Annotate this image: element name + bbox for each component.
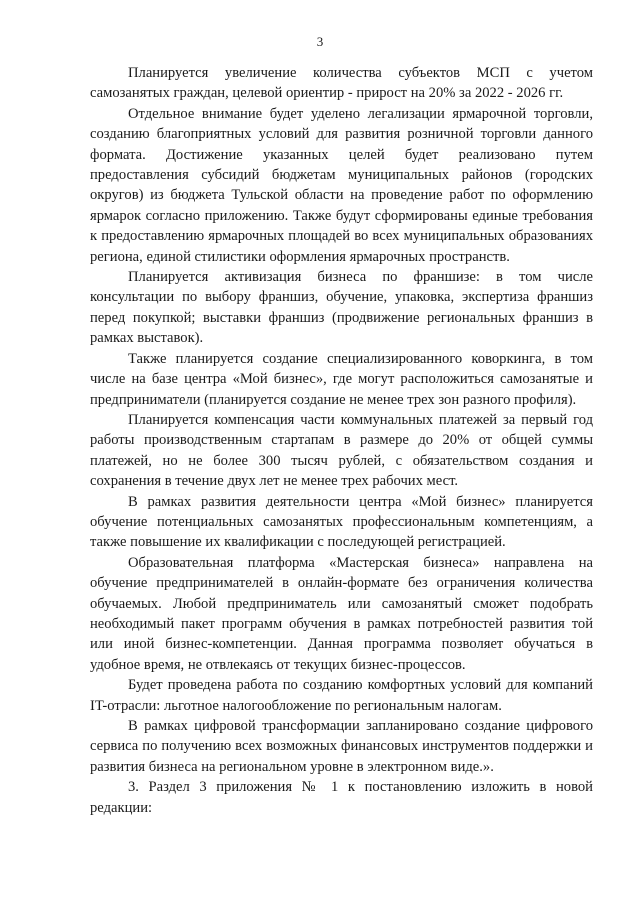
paragraph: 3. Раздел 3 приложения № 1 к постановлению изложить в новой редакции:: [90, 779, 593, 816]
paragraph: В рамках цифровой трансформации запланировано создание цифрового сервиса по получению всех возможных финансовых инструментов поддержки и развития бизнеса на региональном уровне в электронном виде.».: [90, 718, 593, 775]
page-number: 3: [316, 34, 324, 49]
paragraph: Планируется компенсация части коммунальных платежей за первый год работы производственным стартапам в размере до 20% от общей суммы платежей, но не более 300 тысяч рублей, с обязательством создания и сохранения в течение двух лет не менее трех рабочих мест.: [90, 411, 593, 490]
document-body: [90, 63, 593, 818]
paragraph: Также планируется создание специализированного коворкинга, в том числе на базе центра «Мой бизнес», где могут расположиться самозанятые и предприниматели (планируется создание не менее трех зон разного профиля).: [90, 350, 593, 408]
paragraph: Образовательная платформа «Мастерская бизнеса» направлена на обучение предпринимателей в онлайн-формате без ограничения количества обучаемых. Любой предприниматель или самозанятый сможет подобрать необходимый пакет программ обучения в рамках потребностей развития той или иной бизнес-компетенции. Данная программа позволяет обучаться в удобное время, не отвлекаясь от текущих бизнес-процессов.: [90, 554, 593, 673]
paragraph: Планируется увеличение количества субъектов МСП с учетом самозанятых граждан, целевой ориентир - прирост на 20% за 2022 - 2026 гг.: [90, 65, 593, 102]
paragraph: Отдельное внимание будет уделено легализации ярмарочной торговли, созданию благоприятных условий для развития розничной торговли данного формата. Достижение указанных целей будет реализовано путем предоставления субсидий бюджетам муниципальных районов (городских округов) из бюджета Тульской области на проведение работ по оформлению ярмарок согласно приложению. Также будут сформированы единые требования к предоставлению ярмарочных площадей во всех муниципальных образованиях региона, единой стилистики оформления ярмарочных пространств.: [90, 105, 593, 265]
paragraph: Будет проведена работа по созданию комфортных условий для компаний IT-отрасли: льготное налогообложение по региональным налогам.: [90, 677, 593, 714]
paragraph: В рамках развития деятельности центра «Мой бизнес» планируется обучение потенциальных самозанятых профессиональным компетенциям, а также повышение их квалификации с последующей регистрацией.: [90, 493, 593, 551]
paragraph: Планируется активизация бизнеса по франшизе: в том числе консультации по выбору франшиз, обучение, упаковка, экспертиза франшиз перед покупкой; выставки франшиз (продвижение региональных франшиз в рамках выставок).: [90, 269, 593, 347]
